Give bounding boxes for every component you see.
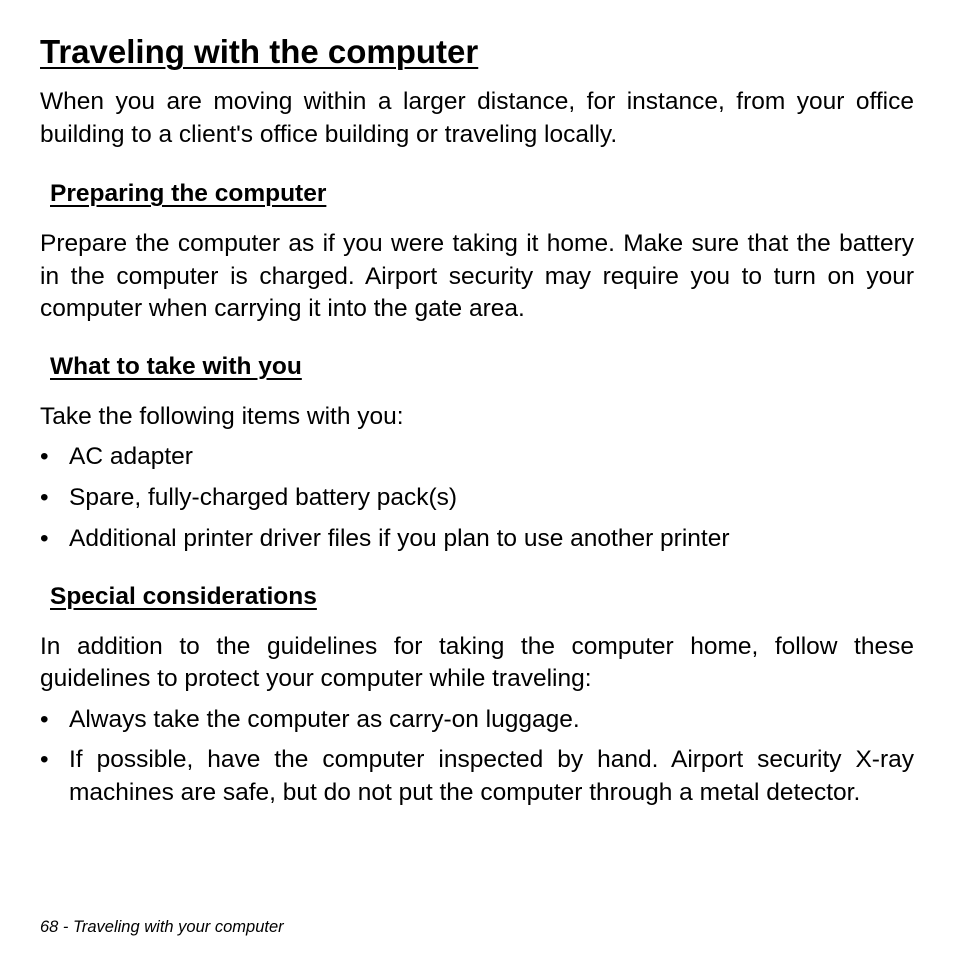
page-footer: 68 - Traveling with your computer xyxy=(40,918,284,936)
intro-paragraph: When you are moving within a larger distance, for instance, from your office building to a client's office building or traveling locally. xyxy=(40,88,914,148)
bullet-icon: • xyxy=(40,484,49,511)
special-considerations-list xyxy=(40,704,914,810)
list-item xyxy=(40,523,914,556)
bullet-icon: • xyxy=(40,705,49,733)
list-item xyxy=(40,482,914,515)
section-heading-preparing: Preparing the computer xyxy=(50,180,327,207)
section-heading-what-to-take: What to take with you xyxy=(50,352,302,380)
list-item xyxy=(40,704,914,737)
bullet-icon: • xyxy=(40,525,49,552)
list-item-text: Additional printer driver files if you plan to use another printer xyxy=(69,525,730,552)
page-title: Traveling with the computer xyxy=(40,33,479,70)
what-to-take-list xyxy=(40,441,914,556)
list-item-text: AC adapter xyxy=(69,443,193,470)
section-paragraph-preparing: Prepare the computer as if you were taking it home. Make sure that the battery in the computer is charged. Airport security may require you to turn on your computer when carrying it into the gate area. xyxy=(40,230,914,322)
section-heading-special: Special considerations xyxy=(50,582,317,610)
list-item-text: Always take the computer as carry-on luggage. xyxy=(69,705,580,733)
list-item xyxy=(40,441,914,474)
list-item-text: If possible, have the computer inspected by hand. Airport security X-ray machines are safe, but do not put the computer through a metal detector. xyxy=(69,746,914,806)
section-paragraph-what-to-take: Take the following items with you: xyxy=(40,402,404,430)
bullet-icon: • xyxy=(40,443,49,470)
document-page xyxy=(40,30,914,809)
list-item-text: Spare, fully-charged battery pack(s) xyxy=(69,484,458,511)
section-paragraph-special: In addition to the guidelines for taking the computer home, follow these guidelines to protect your computer while traveling: xyxy=(40,632,914,692)
list-item xyxy=(40,744,914,809)
bullet-icon: • xyxy=(40,746,49,773)
